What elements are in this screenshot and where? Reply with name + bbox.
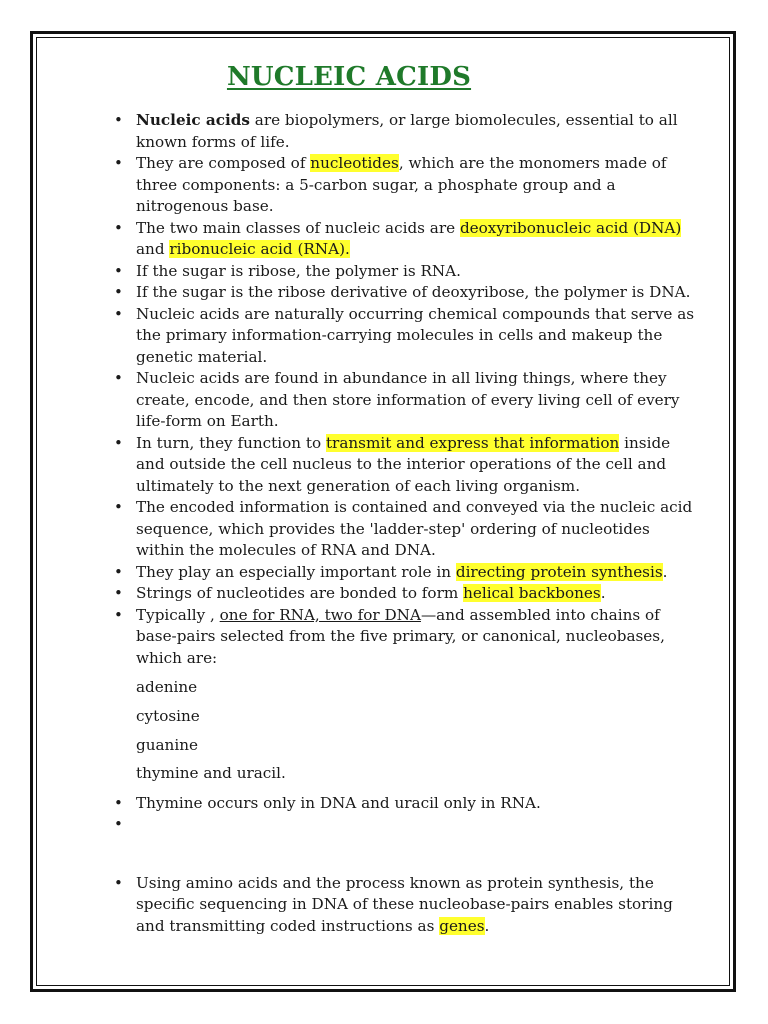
nucleobase-item: adenine: [136, 678, 198, 696]
bullet-list: [136, 873, 696, 938]
highlighted-text: helical backbones: [463, 584, 601, 602]
list-item: • Nucleic acids are biopolymers, or large biomolecules, essential to all known forms of life.: [136, 110, 696, 153]
list-item: • If the sugar is ribose, the polymer is RNA.: [136, 261, 696, 283]
list-item: • In turn, they function to transmit and express that information inside and outside the cell nucleus to the interior operations of the cell and ultimately to the next generation of each living organism.: [136, 433, 696, 498]
nucleobase-item: cytosine: [136, 706, 200, 725]
highlighted-text: ribonucleic acid (RNA).: [169, 240, 350, 258]
bullet-list: [136, 793, 696, 836]
document-body: [136, 110, 696, 937]
nucleobase-item: thymine and uracil.: [136, 764, 286, 783]
list-item: • Thymine occurs only in DNA and uracil only in RNA.: [136, 793, 696, 815]
nucleobase-list: [136, 677, 696, 785]
list-item: • Nucleic acids are found in abundance in all living things, where they create, encode, and then store information of every living cell of every life-form on Earth.: [136, 368, 696, 433]
list-item: • Nucleic acids are naturally occurring chemical compounds that serve as the primary information-carrying molecules in cells and makeup the genetic material.: [136, 304, 696, 369]
nucleobase-item: guanine: [136, 735, 198, 754]
spacer: [136, 836, 696, 873]
list-item: • Strings of nucleotides are bonded to form helical backbones.: [136, 583, 696, 605]
list-item: • Typically , one for RNA, two for DNA—and assembled into chains of base-pairs selected from the five primary, or canonical, nucleobases, which are:: [136, 605, 696, 670]
bullet-list: [136, 110, 696, 669]
list-item: • Using amino acids and the process known as protein synthesis, the specific sequencing in DNA of these nucleobase-pairs enables storing and transmitting coded instructions as genes.: [136, 873, 696, 938]
list-item: • They are composed of nucleotides, which are the monomers made of three components: a 5-carbon sugar, a phosphate group and a nitrogenous base.: [136, 153, 696, 218]
highlighted-text: genes: [439, 916, 485, 935]
underlined-text: one for RNA, two for DNA: [219, 605, 421, 624]
highlighted-text: directing protein synthesis: [455, 562, 663, 581]
list-item: • The encoded information is contained and conveyed via the nucleic acid sequence, which provides the 'ladder-step' ordering of nucleotides within the molecules of RNA and DNA.: [136, 497, 696, 562]
list-item: • If the sugar is the ribose derivative of deoxyribose, the polymer is DNA.: [136, 282, 696, 304]
highlighted-text: nucleotides: [310, 154, 399, 172]
empty-list-item: [136, 814, 696, 836]
highlighted-text: deoxyribonucleic acid (DNA): [459, 218, 682, 237]
page-title: NUCLEIC ACIDS: [226, 62, 472, 92]
highlighted-text: transmit and express that information: [325, 433, 620, 452]
list-item: • The two main classes of nucleic acids are deoxyribonucleic acid (DNA) and ribonucleic acid (RNA).: [136, 218, 696, 261]
list-item: • They play an especially important role in directing protein synthesis.: [136, 562, 696, 584]
